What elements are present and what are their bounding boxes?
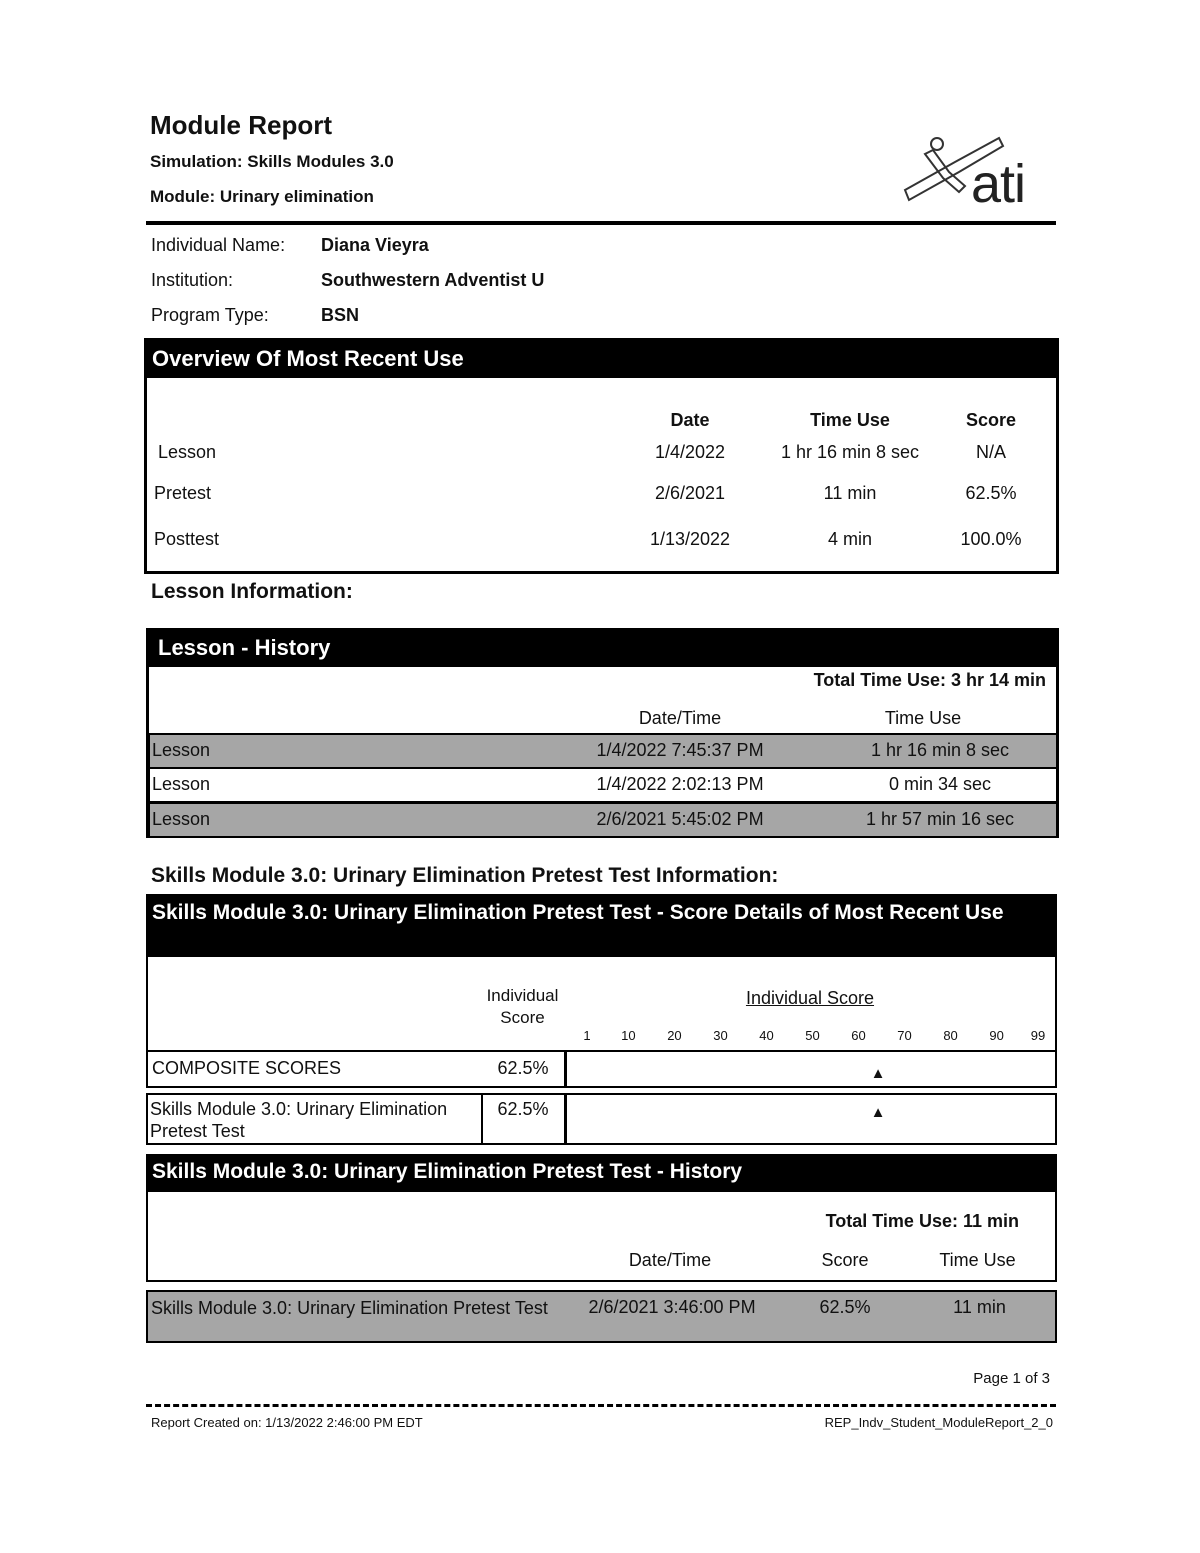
pretest-history-label: Skills Module 3.0: Urinary Elimination Pretest Test — [151, 1298, 548, 1318]
lesson-row-datetime: 2/6/2021 5:45:02 PM — [596, 809, 764, 829]
pretest-total-time: Total Time Use: 11 min — [825, 1211, 1019, 1231]
column-divider — [564, 1093, 567, 1145]
lesson-row-time: 1 hr 57 min 16 sec — [865, 809, 1015, 829]
overview-title: Overview Of Most Recent Use — [144, 338, 1059, 378]
institution-label: Institution: — [151, 270, 234, 290]
lesson-col-time: Time Use — [884, 708, 962, 728]
column-divider — [564, 1050, 567, 1088]
scale-title: Individual Score — [745, 988, 875, 1008]
overview-row-date: 1/4/2022 — [654, 442, 726, 462]
scale-tick-label: 30 — [713, 1028, 728, 1043]
overview-row-time: 4 min — [827, 529, 872, 549]
scale-tick-label: 99 — [1030, 1028, 1046, 1043]
report-created: Report Created on: 1/13/2022 2:46:00 PM EDT — [151, 1415, 423, 1430]
name-label: Individual Name: — [151, 235, 286, 255]
overview-col-time: Time Use — [810, 410, 890, 430]
overview-row-date: 2/6/2021 — [654, 483, 726, 503]
scale-tick-label: 60 — [851, 1028, 866, 1043]
pretest-history-datetime: 2/6/2021 3:46:00 PM — [588, 1297, 756, 1317]
table-row — [146, 1050, 1057, 1088]
score-row-value: 62.5% — [497, 1058, 549, 1078]
scale-tick-label: 80 — [943, 1028, 958, 1043]
lesson-col-datetime: Date/Time — [638, 708, 722, 728]
overview-row-label: Pretest — [154, 483, 212, 503]
pretest-history-title: Skills Module 3.0: Urinary Elimination Pretest Test - History — [146, 1154, 1057, 1192]
lesson-history-title: Lesson - History — [146, 628, 1059, 667]
overview-row-date: 1/13/2022 — [649, 529, 731, 549]
table-row — [148, 767, 1058, 803]
ati-logo-text: ati — [971, 154, 1026, 214]
pretest-score-title: Skills Module 3.0: Urinary Elimination Pretest Test - Score Details of Most Recent Use — [146, 894, 1057, 957]
pretest-col-score: Score — [821, 1250, 869, 1270]
overview-col-date: Date — [670, 410, 710, 430]
scale-tick-label: 90 — [989, 1028, 1004, 1043]
overview-row-score: 62.5% — [965, 483, 1017, 503]
pretest-col-time: Time Use — [939, 1250, 1016, 1270]
header-divider — [146, 221, 1056, 225]
table-row — [148, 733, 1058, 769]
overview-row-score: 100.0% — [960, 529, 1022, 549]
lesson-row-time: 1 hr 16 min 8 sec — [870, 740, 1010, 760]
score-marker: ▲ — [870, 1065, 886, 1082]
overview-row-time: 1 hr 16 min 8 sec — [780, 442, 920, 462]
scale-tick-label: 40 — [759, 1028, 774, 1043]
ati-logo — [895, 132, 1055, 222]
simulation-label: Simulation: Skills Modules 3.0 — [150, 152, 394, 171]
column-divider — [481, 1093, 483, 1145]
score-marker: ▲ — [870, 1104, 886, 1121]
module-label: Module: Urinary elimination — [150, 187, 374, 206]
overview-row-time: 11 min — [823, 483, 877, 503]
name-value: Diana Vieyra — [321, 235, 429, 255]
pretest-history-time: 11 min — [953, 1297, 1006, 1317]
lesson-row-label: Lesson — [152, 740, 211, 760]
lesson-row-time: 0 min 34 sec — [888, 774, 992, 794]
lesson-total-time: Total Time Use: 3 hr 14 min — [813, 670, 1046, 690]
institution-value: Southwestern Adventist U — [321, 270, 545, 290]
overview-row-label: Posttest — [154, 529, 220, 549]
lesson-row-datetime: 1/4/2022 2:02:13 PM — [596, 774, 764, 794]
score-row-label: Skills Module 3.0: Urinary Elimination Pretest Test — [150, 1099, 448, 1141]
score-row-value: 62.5% — [497, 1099, 549, 1119]
overview-col-score: Score — [965, 410, 1017, 430]
scale-tick-label: 10 — [621, 1028, 636, 1043]
scale-tick-label: 1 — [583, 1028, 591, 1043]
program-value: BSN — [321, 305, 360, 325]
lesson-row-datetime: 1/4/2022 7:45:37 PM — [596, 740, 764, 760]
page-title: Module Report — [150, 110, 332, 140]
report-id: REP_Indv_Student_ModuleReport_2_0 — [824, 1415, 1053, 1430]
program-label: Program Type: — [151, 305, 269, 325]
table-row — [148, 802, 1058, 838]
scale-tick-label: 20 — [667, 1028, 682, 1043]
scale-tick-label: 50 — [805, 1028, 820, 1043]
table-row — [146, 1093, 1057, 1145]
lesson-row-label: Lesson — [152, 774, 211, 794]
lesson-info-heading: Lesson Information: — [151, 580, 353, 603]
pretest-history-score: 62.5% — [819, 1297, 871, 1317]
page-number: Page 1 of 3 — [973, 1370, 1050, 1387]
table-row — [146, 1290, 1057, 1343]
pretest-info-heading: Skills Module 3.0: Urinary Elimination Pretest Test Information: — [151, 864, 779, 887]
lesson-row-label: Lesson — [152, 809, 211, 829]
overview-row-label: Lesson — [158, 442, 217, 462]
pretest-col-datetime: Date/Time — [628, 1250, 712, 1270]
footer-divider — [146, 1404, 1056, 1407]
overview-row-score: N/A — [975, 442, 1006, 462]
scale-tick-label: 70 — [897, 1028, 912, 1043]
score-row-label: COMPOSITE SCORES — [152, 1058, 342, 1078]
individual-score-header: Individual Score — [486, 986, 559, 1027]
